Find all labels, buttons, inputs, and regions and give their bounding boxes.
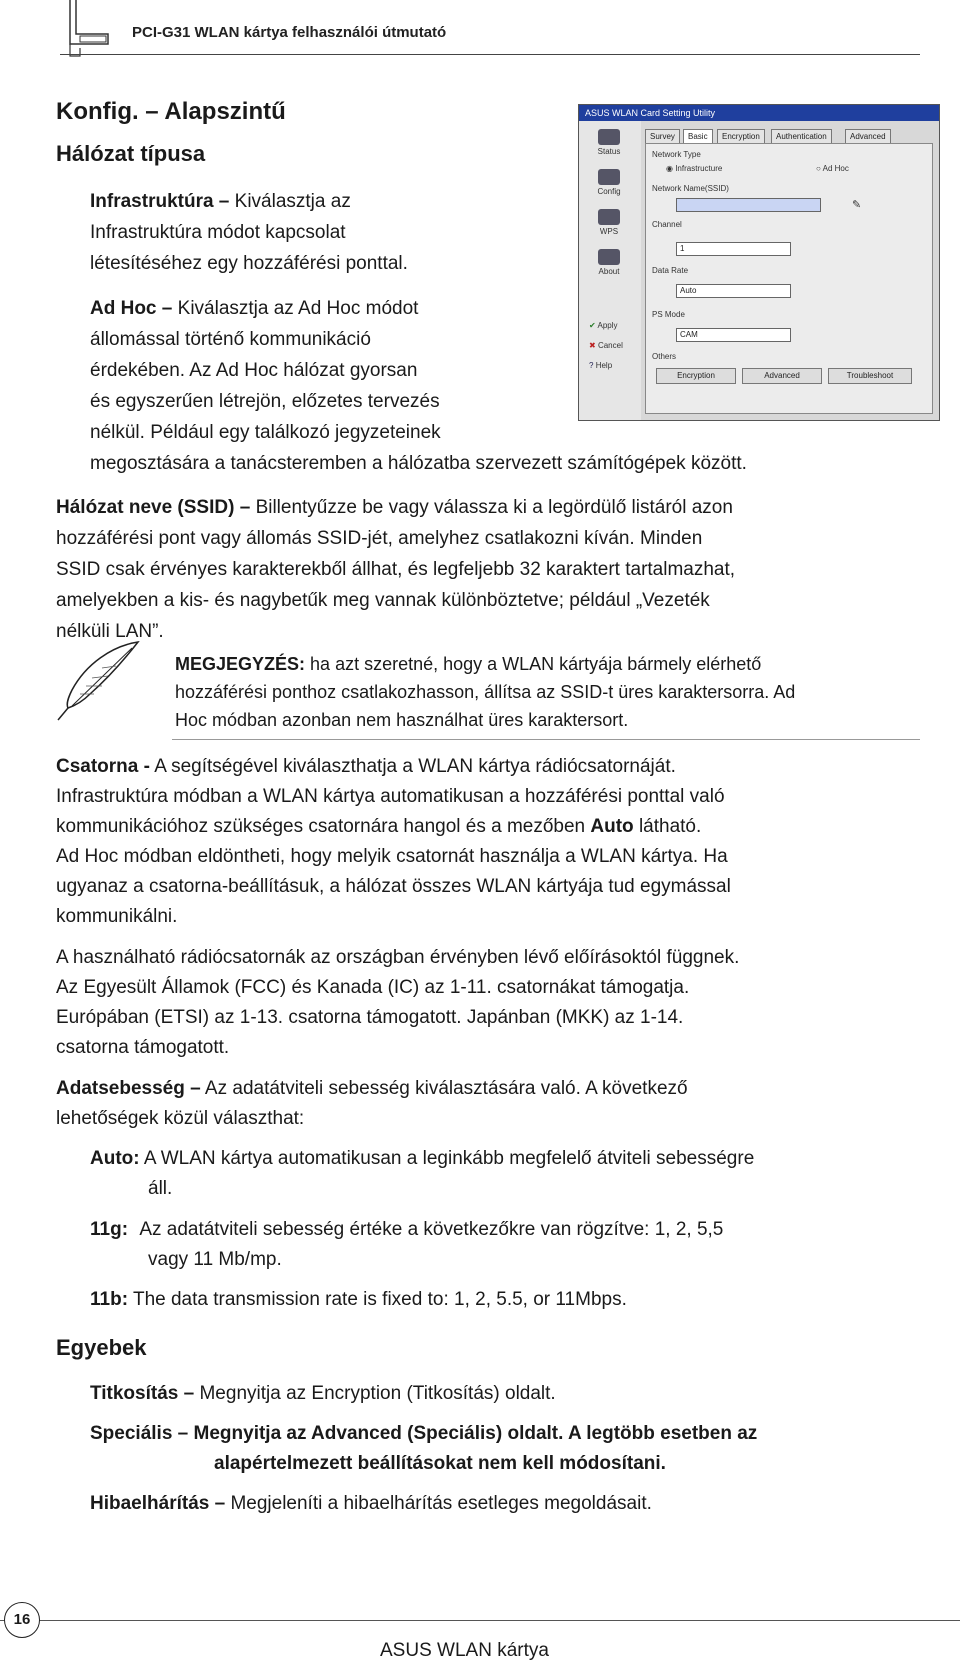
- footer-title: ASUS WLAN kártya: [380, 1640, 549, 1661]
- help-icon: ?: [589, 361, 594, 370]
- wps-item[interactable]: WPS: [589, 209, 629, 236]
- channel-line-1: [56, 751, 676, 782]
- rate-g-label: 11g:: [90, 1219, 129, 1240]
- section-subtitle: Hálózat típusa: [56, 141, 206, 166]
- datarate-text-1: Az adatátviteli sebesség kiválasztására való. A következő: [204, 1078, 688, 1099]
- tab-encryption[interactable]: Encryption: [717, 129, 765, 144]
- regulation-line-3: Európában (ETSI) az 1-13. csatorna támogatott. Japánban (MKK) az 1-14.: [56, 1007, 684, 1028]
- channel-label-text: Csatorna -: [56, 756, 150, 777]
- utility-sidebar: [579, 121, 641, 420]
- cross-icon: ✖: [589, 341, 596, 350]
- page-header: [56, 0, 916, 62]
- adhoc-line-3: érdekében. Az Ad Hoc hálózat gyorsan: [90, 360, 418, 381]
- note-rule: [172, 739, 920, 740]
- others-label: Others: [652, 352, 677, 361]
- encryption-button[interactable]: Encryption: [656, 368, 736, 384]
- regulation-line-2: Az Egyesült Államok (FCC) és Kanada (IC) az 1-11. csatornákat támogatja.: [56, 977, 690, 998]
- ssid-line-2: hozzáférési pont vagy állomás SSID-jét, amelyhez csatlakozni kíván. Minden: [56, 528, 703, 549]
- help-item[interactable]: ? Help: [589, 361, 613, 370]
- network-type-label: Network Type: [652, 150, 701, 159]
- adhoc-line-6: megosztására a tanácsteremben a hálózatba szervezett számítógépek között.: [90, 453, 747, 474]
- adhoc-text-1: Kiválasztja az Ad Hoc módot: [177, 298, 419, 319]
- utility-tabs: [645, 129, 933, 143]
- ps-mode-select[interactable]: CAM: [676, 328, 791, 342]
- data-rate-select[interactable]: Auto: [676, 284, 791, 298]
- utility-title: ASUS WLAN Card Setting Utility: [579, 105, 939, 121]
- tab-basic[interactable]: Basic: [683, 129, 713, 144]
- rate-auto-label: Auto:: [90, 1148, 140, 1169]
- rate-auto-line-2: áll.: [148, 1178, 173, 1199]
- channel-text-1: A segítségével kiválaszthatja a WLAN kártya rádiócsatornáját.: [154, 756, 676, 777]
- ps-mode-label: PS Mode: [652, 310, 685, 319]
- ssid-line-3: SSID csak érvényes karakterekből állhat, és legfeljebb 32 karaktert tartalmazhat,: [56, 559, 736, 580]
- status-icon: [598, 129, 620, 145]
- edit-icon[interactable]: ✎: [852, 199, 862, 211]
- others-trb-text: Megjeleníti a hibaelhárítás esetleges megoldásait.: [230, 1493, 652, 1514]
- regulation-line-1: A használható rádiócsatornák az országban érvényben lévő előírásoktól függnek.: [56, 947, 740, 968]
- status-item[interactable]: Status: [589, 129, 629, 156]
- channel-line-6: kommunikálni.: [56, 906, 178, 927]
- adhoc-line-5: nélkül. Például egy találkozó jegyzeteinek: [90, 422, 441, 443]
- others-encryption: [90, 1378, 556, 1409]
- rate-b-label: 11b:: [90, 1289, 129, 1310]
- regulation-line-4: csatorna támogatott.: [56, 1037, 230, 1058]
- infra-line-3: létesítéséhez egy hozzáférési ponttal.: [90, 253, 408, 274]
- ssid-label: Network Name(SSID): [652, 184, 729, 193]
- advanced-button[interactable]: Advanced: [742, 368, 822, 384]
- others-enc-text: Megnyitja az Encryption (Titkosítás) oldalt.: [199, 1383, 556, 1404]
- others-enc-label: Titkosítás –: [90, 1383, 195, 1404]
- page-number: 16: [4, 1602, 40, 1638]
- channel-label: Channel: [652, 220, 682, 229]
- utility-panel: [645, 143, 933, 414]
- others-adv-label: Speciális –: [90, 1423, 189, 1444]
- adhoc-label: Ad Hoc –: [90, 298, 173, 319]
- section-title: Konfig. – Alapszintű: [56, 98, 286, 125]
- data-rate-label: Data Rate: [652, 266, 689, 275]
- wlan-card-icon: [64, 0, 114, 58]
- wps-icon: [598, 209, 620, 225]
- infra-label: Infrastruktúra –: [90, 191, 230, 212]
- ssid-text-1: Billentyűzze be vagy válassza ki a legördülő listáról azon: [255, 497, 733, 518]
- others-trb-label: Hibaelhárítás –: [90, 1493, 226, 1514]
- others-troubleshoot: [90, 1488, 652, 1519]
- channel-text-3c: látható.: [638, 816, 702, 837]
- channel-line-3: [56, 811, 701, 842]
- note-label: MEGJEGYZÉS:: [175, 654, 306, 674]
- about-icon: [598, 249, 620, 265]
- adhoc-line-4: és egyszerűen létrejön, előzetes tervezés: [90, 391, 440, 412]
- cancel-item[interactable]: ✖ Cancel: [589, 341, 623, 350]
- others-advanced-line-2: alapértelmezett beállításokat nem kell módosítani.: [214, 1453, 666, 1474]
- about-item[interactable]: About: [589, 249, 629, 276]
- config-icon: [598, 169, 620, 185]
- adhoc-line-2: állomással történő kommunikáció: [90, 329, 371, 350]
- ssid-label-text: Hálózat neve (SSID) –: [56, 497, 251, 518]
- datarate-line-2: lehetőségek közül választhat:: [56, 1108, 305, 1129]
- apply-item[interactable]: ✔ Apply: [589, 321, 618, 330]
- rate-auto-text-1: A WLAN kártya automatikusan a leginkább megfelelő átviteli sebességre: [143, 1148, 755, 1169]
- rate-g-text-1: Az adatátviteli sebesség értéke a következőkre van rögzítve: 1, 2, 5,5: [139, 1219, 724, 1240]
- note-text-1: ha azt szeretné, hogy a WLAN kártyája bármely elérhető: [310, 654, 762, 674]
- ssid-input[interactable]: [676, 198, 821, 212]
- channel-line-2: Infrastruktúra módban a WLAN kártya automatikusan a hozzáférési ponttal való: [56, 786, 725, 807]
- ssid-line-5: nélküli LAN”.: [56, 621, 164, 642]
- others-advanced-line-1: [90, 1418, 757, 1449]
- tab-advanced[interactable]: Advanced: [845, 129, 891, 144]
- tab-authentication[interactable]: Authentication: [771, 129, 832, 144]
- tab-survey[interactable]: Survey: [645, 129, 680, 144]
- utility-screenshot: [578, 104, 940, 421]
- datarate-line-1: [56, 1073, 688, 1104]
- troubleshoot-button[interactable]: Troubleshoot: [828, 368, 912, 384]
- channel-line-5: ugyanaz a csatorna-beállításuk, a hálózat összes WLAN kártyája tud egymással: [56, 876, 731, 897]
- infra-line-1: [90, 186, 351, 217]
- channel-line-4: Ad Hoc módban eldöntheti, hogy melyik csatornát használja a WLAN kártya. Ha: [56, 846, 728, 867]
- infrastructure-radio[interactable]: ◉ Infrastructure: [666, 164, 723, 173]
- channel-text-3a: kommunikációhoz szükséges csatornára hangol és a mezőben: [56, 816, 586, 837]
- config-item[interactable]: Config: [589, 169, 629, 196]
- datarate-label: Adatsebesség –: [56, 1078, 201, 1099]
- header-title: PCI-G31 WLAN kártya felhasználói útmutató: [132, 24, 447, 41]
- rate-g-line-2: vagy 11 Mb/mp.: [148, 1249, 282, 1270]
- rate-b-line: [90, 1284, 627, 1315]
- ssid-line-4: amelyekben a kis- és nagybetűk meg vannak különböztetve; például „Vezeték: [56, 590, 710, 611]
- ssid-line-1: [56, 492, 733, 523]
- rate-auto-line-1: [90, 1143, 754, 1174]
- note-line-3: Hoc módban azonban nem használhat üres karaktersort.: [175, 710, 629, 730]
- check-icon: ✔: [589, 321, 596, 330]
- note-line-1: [175, 650, 761, 678]
- others-adv-text-1: Megnyitja az Advanced (Speciális) oldalt. A legtöbb esetben az: [193, 1423, 758, 1444]
- rate-b-text: The data transmission rate is fixed to: 1, 2, 5.5, or 11Mbps.: [132, 1289, 627, 1310]
- footer-rule: [0, 1620, 960, 1621]
- channel-select[interactable]: 1: [676, 242, 791, 256]
- header-rule: [60, 54, 920, 55]
- feather-icon: [52, 638, 144, 724]
- adhoc-line-1: [90, 293, 418, 324]
- channel-auto: Auto: [590, 816, 634, 837]
- others-title: Egyebek: [56, 1335, 147, 1360]
- rate-g-line-1: [90, 1214, 723, 1245]
- infra-line-2: Infrastruktúra módot kapcsolat: [90, 222, 346, 243]
- infra-text-1: Kiválasztja az: [234, 191, 351, 212]
- note-line-2: hozzáférési ponthoz csatlakozhasson, állítsa az SSID-t üres karaktersorra. Ad: [175, 682, 796, 702]
- adhoc-radio[interactable]: ○ Ad Hoc: [816, 164, 849, 173]
